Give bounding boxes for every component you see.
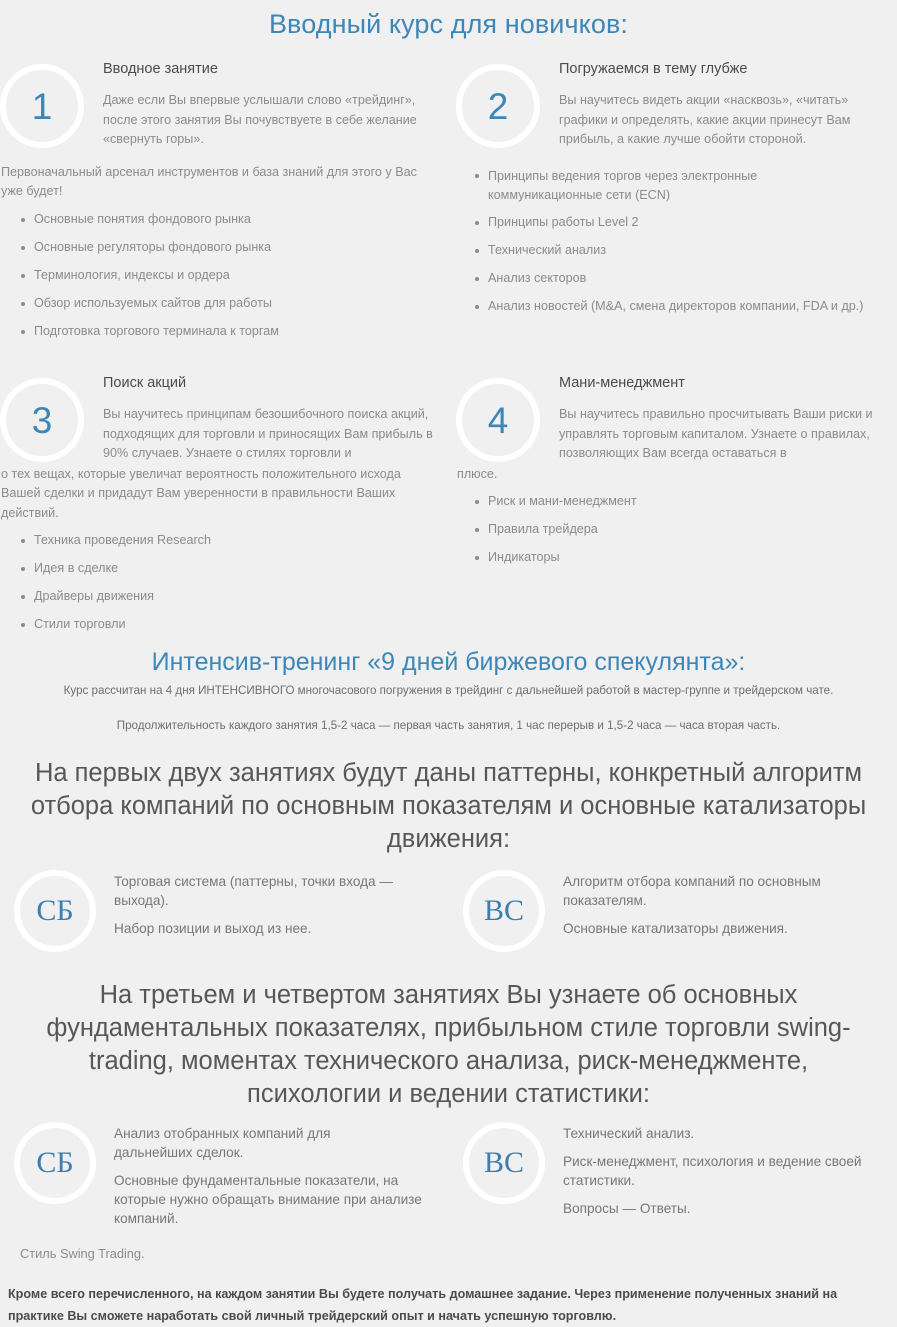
card-header <box>456 372 897 464</box>
list-item: Драйверы движения <box>34 588 448 605</box>
card-body <box>540 372 897 464</box>
badge-day-label: СБ <box>36 894 74 927</box>
card-text: Вы научитесь принципам безошибочного поиска акций, подходящих для торговли и приносящих Вам прибыль в 90% случаев. Узнаете о стилях торговли и <box>103 407 433 460</box>
card-header <box>0 58 448 150</box>
third-fourth-lessons-heading: На третьем и четвертом занятиях Вы узнаете об основных фундаментальных показателях, прибыльном стиле торговли swing-trading, моментах технического анализа, риск-менеджменте, психологии и ведении статистики: <box>46 981 851 1108</box>
list-item: Подготовка торгового терминала к торгам <box>34 323 448 340</box>
course-card-3 <box>0 372 448 644</box>
card-bullet-list <box>456 493 897 566</box>
day-body <box>96 868 449 938</box>
badge-day-sb <box>14 1122 96 1204</box>
badge-number-1: 1 <box>0 64 84 148</box>
course-card-2 <box>456 58 897 326</box>
list-item: Анализ секторов <box>488 270 897 287</box>
list-item: Индикаторы <box>488 549 897 566</box>
badge-day-label: СБ <box>36 1146 74 1179</box>
list-item: Основные понятия фондового рынка <box>34 211 448 228</box>
card-bullet-list <box>0 532 448 633</box>
day-line: Вопросы — Ответы. <box>563 1201 691 1216</box>
day-card-sb-1 <box>14 868 449 952</box>
badge-number-2: 2 <box>456 64 540 148</box>
card-title: Вводное занятие <box>103 61 218 77</box>
day-line: Риск-менеджмент, психология и ведение своей статистики. <box>563 1154 862 1188</box>
day-card-vs-1 <box>463 868 893 952</box>
day-body <box>545 868 893 938</box>
card-overflow-text: плюсе. <box>457 466 498 481</box>
card-body <box>84 372 448 464</box>
day-line: Основные катализаторы движения. <box>563 921 788 936</box>
list-item: Риск и мани-менеджмент <box>488 493 897 510</box>
card-title: Погружаемся в тему глубже <box>559 61 748 77</box>
badge-day-label: ВС <box>483 1146 525 1179</box>
badge-number-3: 3 <box>0 378 84 462</box>
day-line: Основные фундаментальные показатели, на которые нужно обращать внимание при анализе компаний. <box>114 1173 422 1226</box>
card-body <box>84 58 448 150</box>
badge-day-vs <box>463 870 545 952</box>
list-item: Правила трейдера <box>488 521 897 538</box>
badge-day-vs <box>463 1122 545 1204</box>
badge-day-label: ВС <box>483 894 525 927</box>
page-title: Вводный курс для новичков: <box>268 9 629 39</box>
day-card-sb-2 <box>14 1120 449 1228</box>
day-body <box>96 1120 449 1228</box>
intensive-heading: Интенсив-тренинг «9 дней биржевого спекулянта»: <box>151 648 746 676</box>
card-overflow-text: о тех вещах, которые увеличат вероятность положительного исхода Вашей сделки и придадут Вам уверенности в правильности Ваших действий. <box>1 466 401 520</box>
card-text: Вы научитесь видеть акции «насквозь», «читать» графики и определять, какие акции принесут Вам прибыль, а какие лучше обойти стороной. <box>559 93 851 146</box>
badge-number-4: 4 <box>456 378 540 462</box>
day-line: Алгоритм отбора компаний по основным показателям. <box>563 874 821 908</box>
card-title: Поиск акций <box>103 375 187 391</box>
card-bullet-list <box>456 167 897 315</box>
list-item: Основные регуляторы фондового рынка <box>34 239 448 256</box>
day-line: Анализ отобранных компаний для дальнейших сделок. <box>114 1126 331 1160</box>
list-item: Принципы ведения торгов через электронные коммуникационные сети (ECN) <box>488 167 818 205</box>
card-header <box>0 372 448 464</box>
swing-trading-style-note: Стиль Swing Trading. <box>20 1246 145 1261</box>
intensive-note-lesson-length: Продолжительность каждого занятия 1,5-2 часа — первая часть занятия, 1 час перерыв и 1,5-2 часа — часа вторая часть. <box>116 719 781 732</box>
day-line: Торговая система (паттерны, точки входа — выхода). <box>114 874 393 908</box>
list-item: Терминология, индексы и ордера <box>34 267 448 284</box>
course-card-4 <box>456 372 897 577</box>
card-text: Даже если Вы впервые услышали слово «трейдинг», после этого занятия Вы почувствуете в себе желание «свернуть горы». <box>103 93 417 146</box>
list-item: Техника проведения Research <box>34 532 448 549</box>
badge-day-sb <box>14 870 96 952</box>
course-card-1 <box>0 58 448 351</box>
intensive-note-duration-days: Курс рассчитан на 4 дня ИНТЕНСИВНОГО многочасового погружения в трейдинг с дальнейшей работой в мастер-группе и трейдерском чате. <box>63 684 834 697</box>
card-header <box>456 58 897 150</box>
card-bullet-list <box>0 211 448 340</box>
list-item: Технический анализ <box>488 242 897 259</box>
card-title: Мани-менеджмент <box>559 375 685 391</box>
footer-homework-note: Кроме всего перечисленного, на каждом занятии Вы будете получать домашнее задание. Через применение полученных знаний на практике Вы сможете наработать свой личный трейдерский опыт и начать успешную торговлю. <box>8 1287 838 1323</box>
list-item: Стили торговли <box>34 616 448 633</box>
card-overflow-text: Первоначальный арсенал инструментов и база знаний для этого у Вас уже будет! <box>1 164 417 198</box>
day-body <box>545 1120 893 1218</box>
first-two-lessons-heading: На первых двух занятиях будут даны паттерны, конкретный алгоритм отбора компаний по основным показателям и основные катализаторы движения: <box>30 759 867 853</box>
day-line: Набор позиции и выход из нее. <box>114 921 312 936</box>
day-card-vs-2 <box>463 1120 893 1218</box>
list-item: Анализ новостей (M&A, смена директоров компании, FDA и др.) <box>488 298 897 315</box>
list-item: Принципы работы Level 2 <box>488 214 897 231</box>
day-line: Технический анализ. <box>563 1126 695 1141</box>
list-item: Обзор используемых сайтов для работы <box>34 295 448 312</box>
card-body <box>540 58 897 150</box>
card-text: Вы научитесь правильно просчитывать Ваши риски и управлять торговым капиталом. Узнаете о правилах, позволяющих Вам всегда оставаться в <box>559 407 873 460</box>
list-item: Идея в сделке <box>34 560 448 577</box>
